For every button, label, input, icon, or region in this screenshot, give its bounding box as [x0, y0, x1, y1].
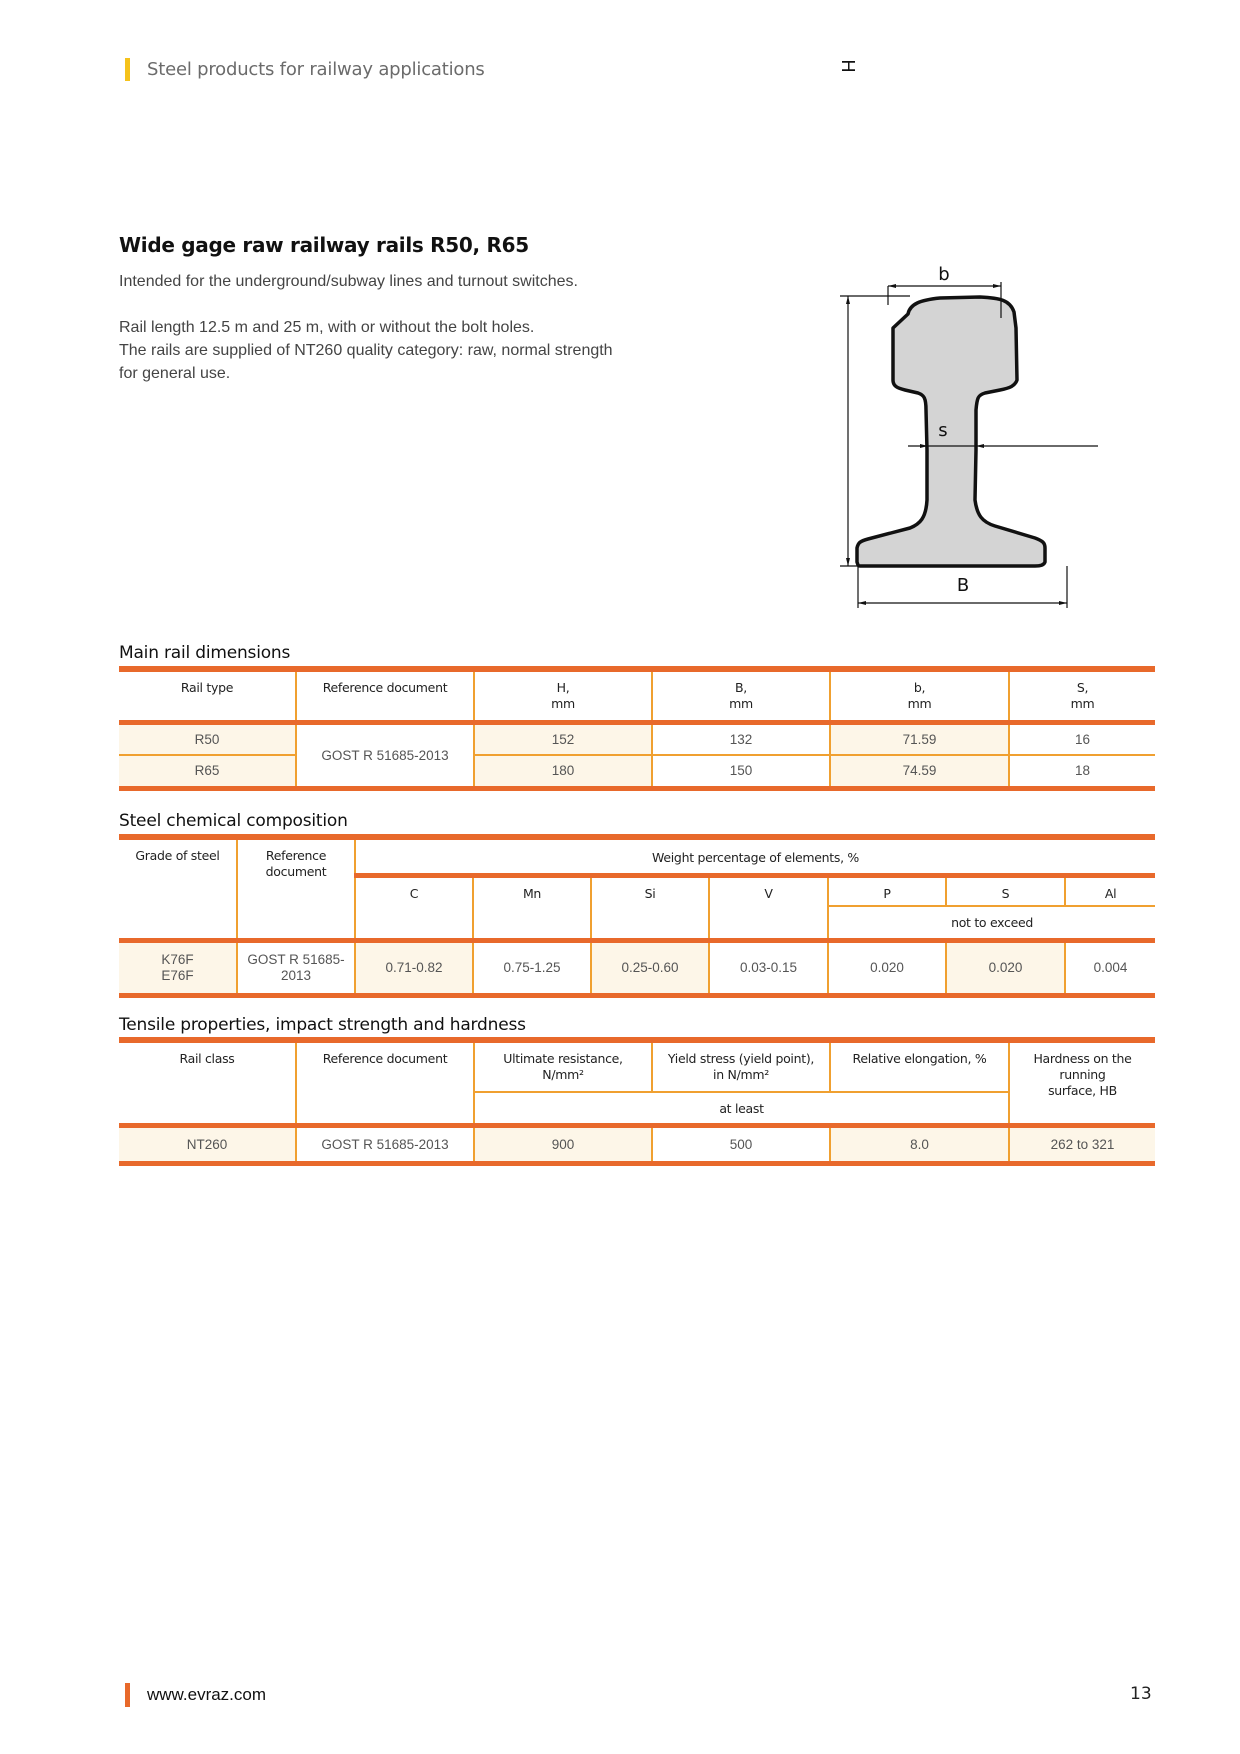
footer	[125, 1683, 266, 1707]
header-S: S, mm	[1009, 669, 1155, 722]
cell-b: 71.59	[830, 722, 1009, 755]
dimensions-table	[119, 666, 1155, 791]
header-weight-percentage: Weight percentage of elements, %	[355, 837, 1155, 875]
label-H: H	[837, 59, 858, 73]
cell-relative-elongation: 8.0	[830, 1125, 1009, 1163]
header-element-Mn: Mn	[473, 875, 591, 940]
label-s: s	[938, 420, 948, 441]
chemical-table-title: Steel chemical composition	[119, 811, 348, 831]
cell-B: 132	[652, 722, 830, 755]
label-b: b	[938, 264, 950, 285]
cell-C: 0.71-0.82	[355, 940, 473, 995]
cell-S: 18	[1009, 755, 1155, 788]
cell-S: 0.020	[946, 940, 1065, 995]
header-hardness: Hardness on the running surface, HB	[1009, 1040, 1155, 1125]
cell-Si: 0.25-0.60	[591, 940, 709, 995]
rail-profile-icon	[837, 59, 1160, 620]
cell-hardness: 262 to 321	[1009, 1125, 1155, 1163]
header-H: H, mm	[474, 669, 652, 722]
intro-line: Rail length 12.5 m and 25 m, with or without the bolt holes.	[119, 319, 535, 336]
cell-rail-type: R50	[119, 722, 296, 755]
cell-reference-document: GOST R 51685-2013	[296, 722, 474, 788]
header-relative-elongation: Relative elongation, %	[830, 1040, 1009, 1092]
header-accent-bar	[125, 58, 130, 81]
table-header-row	[119, 1040, 1155, 1092]
cell-Al: 0.004	[1065, 940, 1155, 995]
intro-line: for general use.	[119, 365, 231, 382]
header-element-V: V	[709, 875, 828, 940]
rail-cross-section-diagram	[837, 59, 1160, 620]
table-header-row	[119, 669, 1155, 722]
header-element-C: C	[355, 875, 473, 940]
product-title: Wide gage raw railway rails R50, R65	[119, 233, 529, 257]
header-ultimate-resistance: Ultimate resistance, N/mm²	[474, 1040, 652, 1092]
cell-reference-document: GOST R 51685-2013	[296, 1125, 474, 1163]
cell-rail-type: R65	[119, 755, 296, 788]
intro-line: The rails are supplied of NT260 quality category: raw, normal strength	[119, 342, 613, 359]
cell-yield-stress: 500	[652, 1125, 830, 1163]
tensile-table-title: Tensile properties, impact strength and hardness	[119, 1015, 526, 1035]
running-title: Steel products for railway applications	[147, 59, 485, 80]
running-header	[125, 58, 485, 81]
website-link[interactable]: www.evraz.com	[147, 1685, 267, 1704]
header-at-least: at least	[474, 1092, 1009, 1125]
table-header-row	[119, 837, 1155, 875]
cell-B: 150	[652, 755, 830, 788]
cell-reference-document: GOST R 51685- 2013	[237, 940, 355, 995]
cell-b: 74.59	[830, 755, 1009, 788]
footer-accent-bar	[125, 1683, 130, 1707]
table-row	[119, 755, 1155, 788]
cell-rail-class: NT260	[119, 1125, 296, 1163]
table-row	[119, 1125, 1155, 1163]
table-row	[119, 722, 1155, 755]
header-element-P: P	[828, 875, 946, 906]
header-rail-type: Rail type	[119, 669, 296, 722]
header-b: b, mm	[830, 669, 1009, 722]
table-row	[119, 940, 1155, 995]
cell-ultimate-resistance: 900	[474, 1125, 652, 1163]
dimensions-table-title: Main rail dimensions	[119, 643, 291, 663]
header-not-to-exceed: not to exceed	[828, 906, 1155, 940]
label-B: B	[956, 575, 970, 596]
header-rail-class: Rail class	[119, 1040, 296, 1125]
cell-S: 16	[1009, 722, 1155, 755]
header-B: B, mm	[652, 669, 830, 722]
cell-H: 152	[474, 722, 652, 755]
chemical-composition-table	[119, 834, 1155, 998]
tensile-properties-table	[119, 1037, 1155, 1166]
header-element-Al: Al	[1065, 875, 1155, 906]
header-reference-document: Reference document	[296, 1040, 474, 1125]
header-grade-of-steel: Grade of steel	[119, 837, 237, 940]
cell-Mn: 0.75-1.25	[473, 940, 591, 995]
cell-grade: K76F E76F	[119, 940, 237, 995]
cell-P: 0.020	[828, 940, 946, 995]
header-element-S: S	[946, 875, 1065, 906]
cell-V: 0.03-0.15	[709, 940, 828, 995]
header-element-Si: Si	[591, 875, 709, 940]
header-reference-document: Reference document	[296, 669, 474, 722]
cell-H: 180	[474, 755, 652, 788]
product-intro	[119, 270, 679, 385]
header-reference-document: Reference document	[237, 837, 355, 940]
header-yield-stress: Yield stress (yield point), in N/mm²	[652, 1040, 830, 1092]
intro-line: Intended for the underground/subway lines and turnout switches.	[119, 273, 578, 290]
page-number: 13	[1130, 1684, 1152, 1704]
